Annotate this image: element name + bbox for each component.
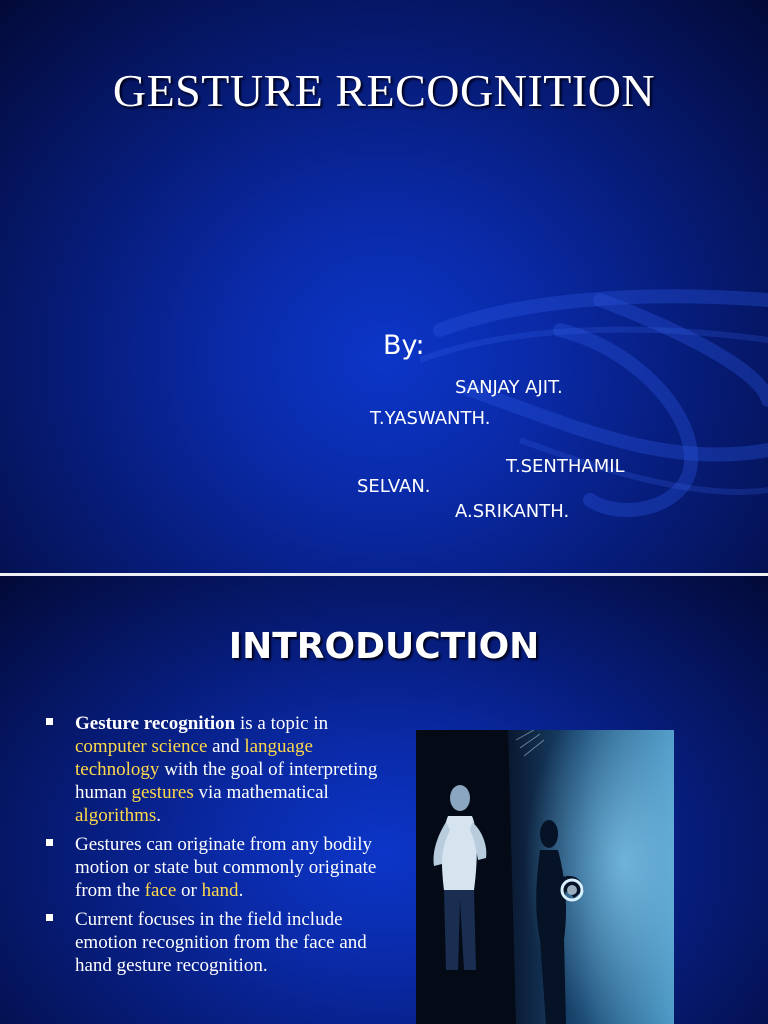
text-span: with the goal of interpreting human xyxy=(75,759,378,803)
author-sanjay: SANJAY AJIT. xyxy=(455,377,563,398)
author-senthamil-second: SELVAN. xyxy=(357,476,431,497)
text-span: . xyxy=(156,805,162,826)
text-span: is a topic in xyxy=(235,713,329,734)
author-senthamil-first: T.SENTHAMIL xyxy=(506,456,625,477)
introduction-slide xyxy=(0,576,768,1024)
link-hand[interactable]: hand xyxy=(201,880,239,901)
author-yaswanth: T.YASWANTH. xyxy=(370,408,491,429)
text-span: via mathematical xyxy=(193,782,329,803)
text-span: and xyxy=(207,736,245,757)
by-label: By: xyxy=(383,330,425,361)
bold-term: Gesture recognition xyxy=(75,713,236,734)
bullet-item xyxy=(44,908,384,977)
link-algorithms[interactable]: algorithms xyxy=(75,805,157,826)
link-gestures[interactable]: gestures xyxy=(131,782,194,803)
text-span: Gestures can originate from any bodily motion or state but commonly originate from the xyxy=(75,834,377,901)
link-computer-science[interactable]: computer science xyxy=(75,736,208,757)
link-face[interactable]: face xyxy=(144,880,177,901)
text-span: . xyxy=(238,880,244,901)
presentation-title: GESTURE RECOGNITION xyxy=(112,65,656,116)
square-bullet-icon xyxy=(46,718,53,725)
bullet-item xyxy=(44,833,384,902)
square-bullet-icon xyxy=(46,914,53,921)
bullet-item xyxy=(44,712,384,827)
text-span: Current focuses in the field include emotion recognition from the face and hand gesture recognition. xyxy=(75,909,367,976)
slide-title: INTRODUCTION xyxy=(228,626,540,667)
gesture-photo xyxy=(416,730,674,1024)
square-bullet-icon xyxy=(46,839,53,846)
bullet-list xyxy=(44,712,384,983)
link-language-technology[interactable]: language technology xyxy=(75,736,313,780)
author-srikanth: A.SRIKANTH. xyxy=(455,501,570,522)
text-span: or xyxy=(176,880,202,901)
